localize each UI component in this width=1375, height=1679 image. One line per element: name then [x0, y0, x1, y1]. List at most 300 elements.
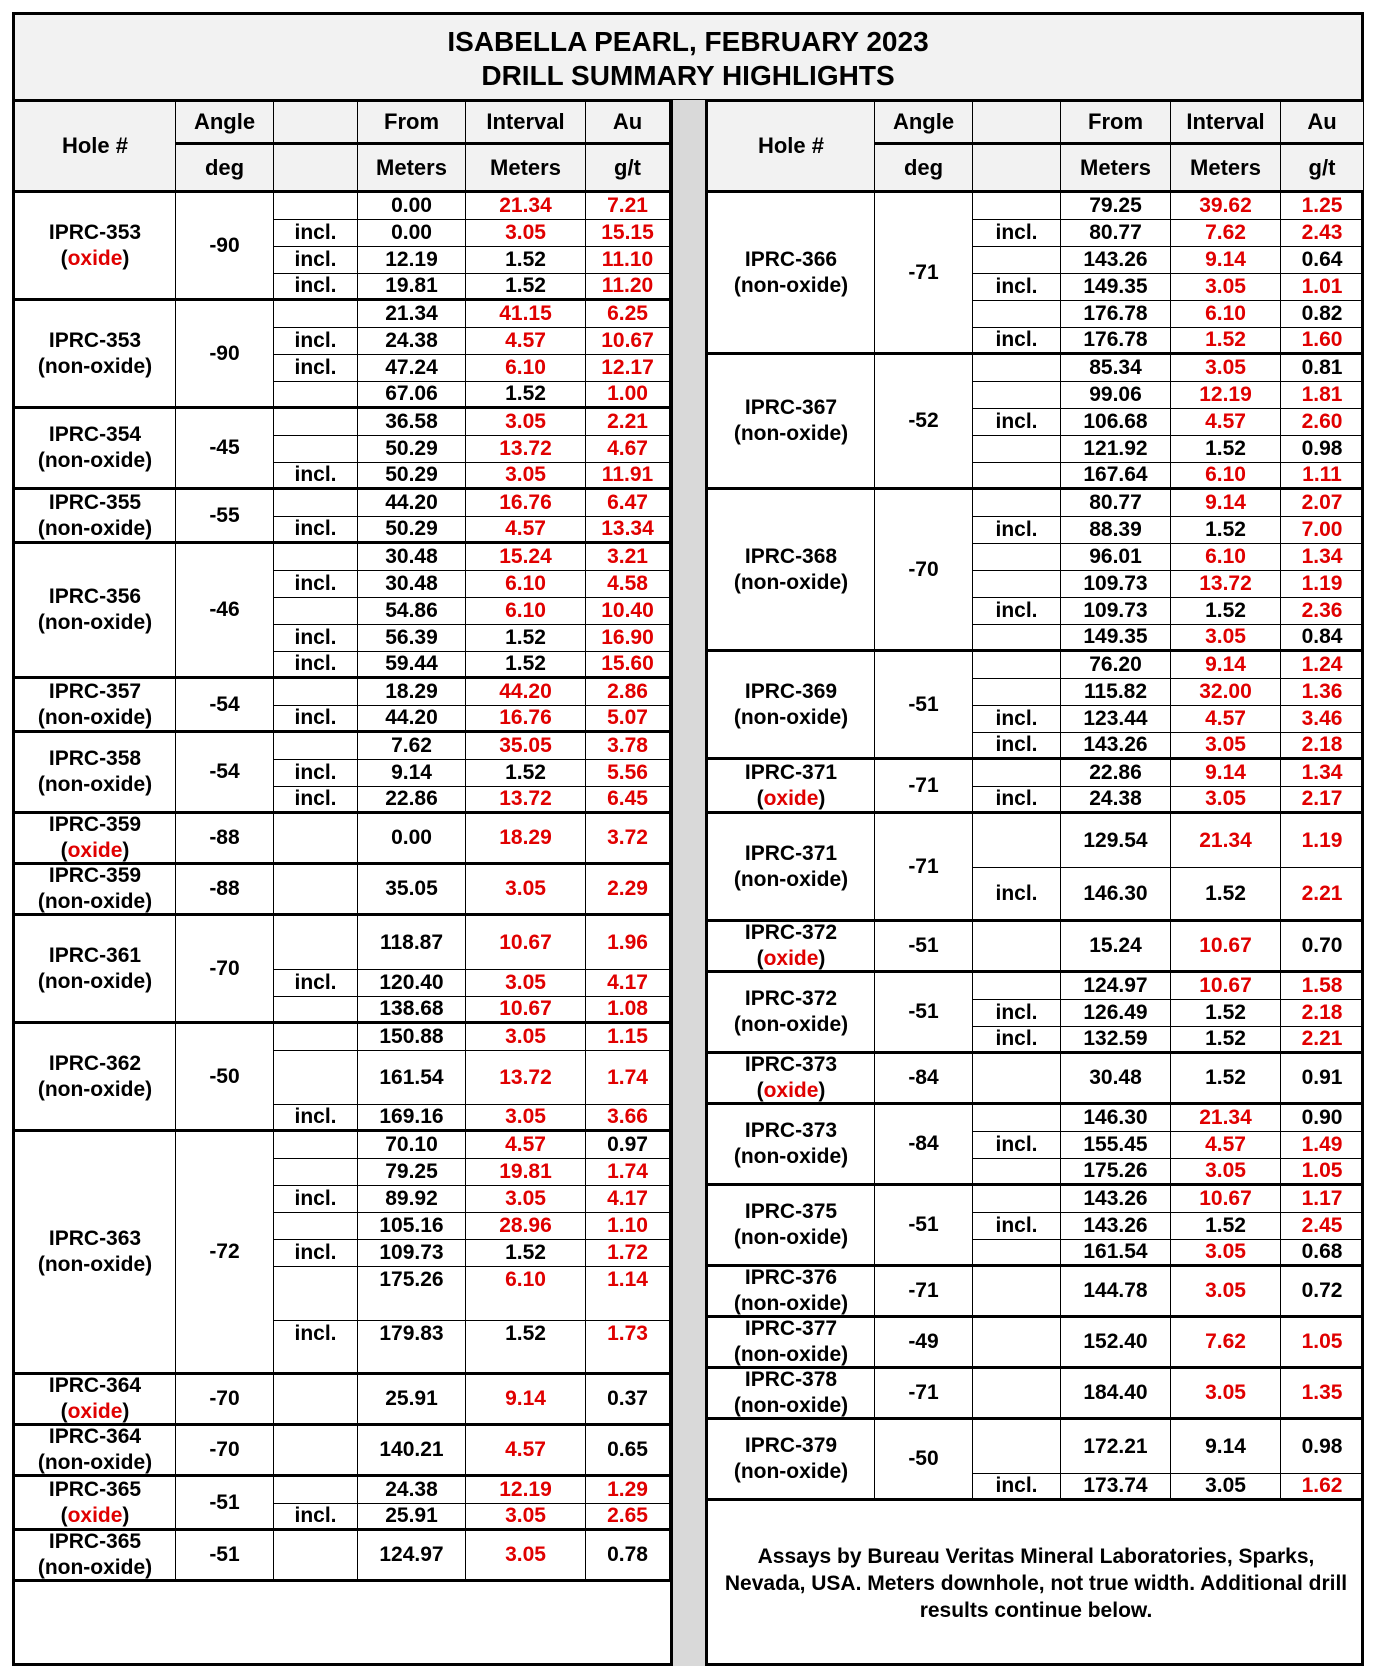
- title-line-1: ISABELLA PEARL, FEBRUARY 2023: [447, 26, 929, 57]
- mineralization-type: non-oxide: [740, 1292, 842, 1315]
- incl-cell: [973, 382, 1061, 409]
- interval-cell: 3.05: [466, 970, 586, 997]
- interval-cell: 1.52: [466, 760, 586, 787]
- hole-id: IPRC-353: [48, 220, 142, 244]
- au-cell: 11.91: [586, 463, 670, 490]
- angle-cell: -71: [875, 1267, 973, 1318]
- angle-cell: -51: [176, 1477, 274, 1531]
- from-cell: 175.26: [1061, 1159, 1171, 1186]
- au-cell: 12.17: [586, 355, 670, 382]
- au-cell: 5.56: [586, 760, 670, 787]
- from-cell: 161.54: [358, 1051, 466, 1105]
- au-cell: 1.36: [1281, 679, 1364, 706]
- au-cell: 1.74: [586, 1051, 670, 1105]
- incl-cell: incl.: [274, 355, 358, 382]
- incl-cell: [274, 997, 358, 1024]
- mineralization-type: non-oxide: [740, 1226, 842, 1249]
- from-cell: 30.48: [1061, 1054, 1171, 1105]
- hole-id-cell: [15, 490, 176, 544]
- interval-cell: 4.57: [1171, 409, 1281, 436]
- interval-cell: 32.00: [1171, 679, 1281, 706]
- header-hole: Hole #: [15, 102, 176, 193]
- interval-cell: 15.24: [466, 544, 586, 571]
- from-cell: 88.39: [1061, 517, 1171, 544]
- au-cell: 1.14: [586, 1267, 670, 1321]
- au-cell: 0.97: [586, 1132, 670, 1159]
- interval-cell: 10.67: [1171, 922, 1281, 973]
- interval-cell: 1.52: [1171, 1027, 1281, 1054]
- from-cell: 109.73: [358, 1240, 466, 1267]
- mineralization-type: non-oxide: [740, 1343, 842, 1366]
- incl-cell: [274, 193, 358, 220]
- au-cell: 1.49: [1281, 1132, 1364, 1159]
- mineralization-type: non-oxide: [740, 1460, 842, 1483]
- interval-cell: 6.10: [466, 571, 586, 598]
- hole-type: (non-oxide): [37, 705, 153, 729]
- incl-cell: incl.: [973, 868, 1061, 922]
- au-cell: 2.17: [1281, 787, 1364, 814]
- au-cell: 13.34: [586, 517, 670, 544]
- header-au-unit: g/t: [1281, 145, 1364, 193]
- angle-cell: -71: [875, 814, 973, 922]
- hole-type: (non-oxide): [37, 1077, 153, 1101]
- from-cell: 161.54: [1061, 1240, 1171, 1267]
- from-cell: 67.06: [358, 382, 466, 409]
- from-cell: 0.00: [358, 220, 466, 247]
- interval-cell: 3.05: [1171, 1159, 1281, 1186]
- interval-cell: 19.81: [466, 1159, 586, 1186]
- au-cell: 15.15: [586, 220, 670, 247]
- interval-cell: 10.67: [466, 997, 586, 1024]
- from-cell: 143.26: [1061, 247, 1171, 274]
- hole-id: IPRC-354: [48, 423, 142, 446]
- au-cell: 1.08: [586, 997, 670, 1024]
- au-cell: 1.96: [586, 916, 670, 970]
- from-cell: 80.77: [1061, 220, 1171, 247]
- angle-cell: -84: [875, 1054, 973, 1105]
- from-cell: 126.49: [1061, 1000, 1171, 1027]
- hole-id-cell: [708, 1318, 875, 1369]
- mineralization-type: non-oxide: [44, 969, 146, 993]
- au-cell: 1.17: [1281, 1186, 1364, 1213]
- hole-id: IPRC-365: [48, 1531, 142, 1553]
- hole-id-cell: [15, 1375, 176, 1426]
- angle-cell: -88: [176, 814, 274, 865]
- header-interval: Interval: [466, 102, 586, 145]
- incl-cell: incl.: [973, 1132, 1061, 1159]
- incl-cell: [274, 1159, 358, 1186]
- interval-cell: 35.05: [466, 733, 586, 760]
- hole-id-cell: [708, 1105, 875, 1186]
- hole-type: (non-oxide): [37, 449, 153, 472]
- au-cell: 0.64: [1281, 247, 1364, 274]
- au-cell: 1.34: [1281, 760, 1364, 787]
- interval-cell: 12.19: [466, 1477, 586, 1504]
- from-cell: 19.81: [358, 274, 466, 301]
- incl-cell: [973, 544, 1061, 571]
- hole-id: IPRC-363: [48, 1227, 142, 1250]
- from-cell: 24.38: [1061, 787, 1171, 814]
- header-interval-unit: Meters: [1171, 145, 1281, 193]
- incl-cell: incl.: [274, 463, 358, 490]
- title-line-2: DRILL SUMMARY HIGHLIGHTS: [481, 60, 895, 91]
- from-cell: 179.83: [358, 1321, 466, 1375]
- interval-cell: 6.10: [1171, 301, 1281, 328]
- au-cell: 10.40: [586, 598, 670, 625]
- hole-type: (non-oxide): [37, 1556, 153, 1579]
- hole-id-cell: [708, 1186, 875, 1267]
- hole-type: (non-oxide): [733, 273, 849, 297]
- hole-id-cell: [15, 544, 176, 679]
- incl-cell: incl.: [274, 1321, 358, 1375]
- incl-cell: incl.: [973, 517, 1061, 544]
- mineralization-type: oxide: [763, 947, 819, 970]
- interval-cell: 41.15: [466, 301, 586, 328]
- incl-cell: incl.: [973, 598, 1061, 625]
- au-cell: 2.07: [1281, 490, 1364, 517]
- from-cell: 56.39: [358, 625, 466, 652]
- interval-cell: 10.67: [1171, 973, 1281, 1000]
- incl-cell: [973, 490, 1061, 517]
- interval-cell: 1.52: [1171, 868, 1281, 922]
- incl-cell: incl.: [274, 787, 358, 814]
- header-from: From: [358, 102, 466, 145]
- interval-cell: 3.05: [1171, 1267, 1281, 1318]
- interval-cell: 3.05: [1171, 625, 1281, 652]
- incl-cell: [274, 490, 358, 517]
- from-cell: 115.82: [1061, 679, 1171, 706]
- au-cell: 2.36: [1281, 598, 1364, 625]
- hole-id-cell: [15, 814, 176, 865]
- interval-cell: 1.52: [1171, 436, 1281, 463]
- incl-cell: incl.: [973, 1027, 1061, 1054]
- hole-type: (non-oxide): [37, 354, 153, 378]
- hole-id-cell: [15, 193, 176, 301]
- incl-cell: incl.: [274, 1504, 358, 1531]
- au-cell: 6.25: [586, 301, 670, 328]
- hole-id-cell: [15, 865, 176, 916]
- au-cell: 0.65: [586, 1426, 670, 1477]
- hole-type: (non-oxide): [733, 867, 849, 891]
- au-cell: 1.19: [1281, 571, 1364, 598]
- from-cell: 143.26: [1061, 1186, 1171, 1213]
- au-cell: 11.20: [586, 274, 670, 301]
- hole-id-cell: [708, 1420, 875, 1501]
- column-separator: [670, 100, 708, 1666]
- incl-cell: [973, 922, 1061, 973]
- au-cell: 15.60: [586, 652, 670, 679]
- hole-id-cell: [15, 733, 176, 814]
- hole-type: (non-oxide): [733, 1226, 849, 1249]
- mineralization-type: non-oxide: [44, 1451, 146, 1474]
- hole-type: (non-oxide): [733, 1013, 849, 1036]
- hole-type: (non-oxide): [733, 422, 849, 445]
- from-cell: 124.97: [358, 1531, 466, 1582]
- hole-type: (oxide): [756, 947, 826, 970]
- interval-cell: 1.52: [466, 247, 586, 274]
- au-cell: 0.72: [1281, 1267, 1364, 1318]
- from-cell: 106.68: [1061, 409, 1171, 436]
- hole-id: IPRC-359: [48, 865, 142, 887]
- interval-cell: 3.05: [1171, 1240, 1281, 1267]
- angle-cell: -45: [176, 409, 274, 490]
- au-cell: 1.24: [1281, 652, 1364, 679]
- header-from: From: [1061, 102, 1171, 145]
- interval-cell: 9.14: [1171, 760, 1281, 787]
- interval-cell: 3.05: [1171, 1369, 1281, 1420]
- from-cell: 36.58: [358, 409, 466, 436]
- interval-cell: 16.76: [466, 706, 586, 733]
- incl-cell: incl.: [973, 328, 1061, 355]
- incl-cell: [973, 463, 1061, 490]
- header-au-unit: g/t: [586, 145, 670, 193]
- header-interval: Interval: [1171, 102, 1281, 145]
- hole-id: IPRC-364: [48, 1375, 142, 1397]
- hole-id-cell: [15, 409, 176, 490]
- interval-cell: 3.05: [466, 865, 586, 916]
- interval-cell: 1.52: [1171, 1054, 1281, 1105]
- from-cell: 176.78: [1061, 328, 1171, 355]
- au-cell: 1.10: [586, 1213, 670, 1240]
- hole-type: (non-oxide): [37, 516, 153, 540]
- au-cell: 0.98: [1281, 1420, 1364, 1474]
- incl-cell: incl.: [274, 760, 358, 787]
- interval-cell: 4.57: [1171, 1132, 1281, 1159]
- angle-cell: -72: [176, 1132, 274, 1375]
- mineralization-type: non-oxide: [44, 449, 146, 472]
- hole-id: IPRC-362: [48, 1051, 142, 1075]
- hole-id: IPRC-372: [744, 922, 838, 944]
- from-cell: 123.44: [1061, 706, 1171, 733]
- incl-cell: incl.: [274, 247, 358, 274]
- interval-cell: 6.10: [466, 598, 586, 625]
- angle-cell: -70: [875, 490, 973, 652]
- from-cell: 24.38: [358, 1477, 466, 1504]
- interval-cell: 13.72: [466, 787, 586, 814]
- angle-cell: -51: [176, 1531, 274, 1582]
- angle-cell: -50: [176, 1024, 274, 1132]
- au-cell: 1.05: [1281, 1318, 1364, 1369]
- from-cell: 0.00: [358, 193, 466, 220]
- au-cell: 3.46: [1281, 706, 1364, 733]
- incl-cell: [973, 1267, 1061, 1318]
- interval-cell: 6.10: [466, 1267, 586, 1321]
- hole-id-cell: [708, 355, 875, 490]
- mineralization-type: non-oxide: [740, 1394, 842, 1417]
- incl-cell: [973, 1054, 1061, 1105]
- mineralization-type: non-oxide: [740, 705, 842, 729]
- incl-cell: incl.: [973, 733, 1061, 760]
- hole-id: IPRC-377: [744, 1318, 838, 1340]
- from-cell: 173.74: [1061, 1474, 1171, 1501]
- au-cell: 1.05: [1281, 1159, 1364, 1186]
- interval-cell: 12.19: [1171, 382, 1281, 409]
- hole-id: IPRC-371: [744, 760, 838, 784]
- angle-cell: -70: [176, 916, 274, 1024]
- hole-type: (non-oxide): [37, 890, 153, 913]
- au-cell: 2.21: [1281, 868, 1364, 922]
- interval-cell: 3.05: [466, 220, 586, 247]
- hole-type: (non-oxide): [733, 1292, 849, 1315]
- interval-cell: 1.52: [466, 382, 586, 409]
- from-cell: 24.38: [358, 328, 466, 355]
- from-cell: 150.88: [358, 1024, 466, 1051]
- footnote: Assays by Bureau Veritas Mineral Laboratories, Sparks, Nevada, USA. Meters downhole, not true width. Additional drill results continue below.: [724, 1545, 1348, 1622]
- hole-type: (oxide): [756, 786, 826, 810]
- from-cell: 70.10: [358, 1132, 466, 1159]
- hole-id: IPRC-375: [744, 1200, 838, 1223]
- interval-cell: 1.52: [1171, 1000, 1281, 1027]
- interval-cell: 9.14: [1171, 652, 1281, 679]
- au-cell: 11.10: [586, 247, 670, 274]
- mineralization-type: non-oxide: [44, 1077, 146, 1101]
- from-cell: 184.40: [1061, 1369, 1171, 1420]
- interval-cell: 7.62: [1171, 1318, 1281, 1369]
- interval-cell: 3.05: [466, 463, 586, 490]
- mineralization-type: oxide: [763, 1079, 819, 1102]
- mineralization-type: non-oxide: [44, 1253, 146, 1276]
- incl-cell: [274, 679, 358, 706]
- hole-type: (non-oxide): [37, 611, 153, 634]
- incl-cell: [973, 1420, 1061, 1474]
- interval-cell: 1.52: [1171, 1213, 1281, 1240]
- incl-cell: incl.: [274, 970, 358, 997]
- incl-cell: [973, 436, 1061, 463]
- from-cell: 118.87: [358, 916, 466, 970]
- au-cell: 1.15: [586, 1024, 670, 1051]
- from-cell: 143.26: [1061, 733, 1171, 760]
- incl-cell: [274, 1051, 358, 1105]
- incl-cell: [274, 436, 358, 463]
- incl-cell: incl.: [973, 706, 1061, 733]
- hole-type: (oxide): [60, 839, 130, 862]
- interval-cell: 3.05: [466, 1186, 586, 1213]
- au-cell: 0.37: [586, 1375, 670, 1426]
- incl-cell: [274, 1531, 358, 1582]
- interval-cell: 1.52: [466, 1240, 586, 1267]
- hole-id-cell: [15, 301, 176, 409]
- interval-cell: 3.05: [1171, 355, 1281, 382]
- hole-id: IPRC-366: [744, 247, 838, 271]
- interval-cell: 1.52: [1171, 517, 1281, 544]
- interval-cell: 3.05: [466, 1504, 586, 1531]
- au-cell: 0.81: [1281, 355, 1364, 382]
- incl-cell: [973, 652, 1061, 679]
- interval-cell: 13.72: [1171, 571, 1281, 598]
- hole-id-cell: [15, 1024, 176, 1132]
- from-cell: 22.86: [358, 787, 466, 814]
- incl-cell: [973, 760, 1061, 787]
- hole-type: (non-oxide): [733, 570, 849, 594]
- au-cell: 1.19: [1281, 814, 1364, 868]
- incl-cell: incl.: [973, 274, 1061, 301]
- from-cell: 146.30: [1061, 868, 1171, 922]
- au-cell: 4.67: [586, 436, 670, 463]
- hole-type: (non-oxide): [37, 1451, 153, 1474]
- hole-id: IPRC-373: [744, 1119, 838, 1142]
- from-cell: 172.21: [1061, 1420, 1171, 1474]
- interval-cell: 10.67: [466, 916, 586, 970]
- hole-type: (oxide): [60, 1400, 130, 1423]
- from-cell: 44.20: [358, 706, 466, 733]
- interval-cell: 4.57: [1171, 706, 1281, 733]
- incl-cell: incl.: [973, 787, 1061, 814]
- angle-cell: -49: [875, 1318, 973, 1369]
- angle-cell: -90: [176, 301, 274, 409]
- au-cell: 4.17: [586, 1186, 670, 1213]
- interval-cell: 3.05: [1171, 733, 1281, 760]
- from-cell: 25.91: [358, 1375, 466, 1426]
- hole-id: IPRC-358: [48, 747, 142, 770]
- au-cell: 3.66: [586, 1105, 670, 1132]
- interval-cell: 3.05: [1171, 1474, 1281, 1501]
- au-cell: 3.21: [586, 544, 670, 571]
- au-cell: 3.72: [586, 814, 670, 865]
- au-cell: 1.62: [1281, 1474, 1364, 1501]
- hole-type: (non-oxide): [733, 1394, 849, 1417]
- au-cell: 0.70: [1281, 922, 1364, 973]
- au-cell: 0.90: [1281, 1105, 1364, 1132]
- from-cell: 76.20: [1061, 652, 1171, 679]
- hole-id: IPRC-367: [744, 396, 838, 419]
- incl-cell: [973, 1318, 1061, 1369]
- au-cell: 1.29: [586, 1477, 670, 1504]
- incl-cell: [973, 1369, 1061, 1420]
- incl-cell: incl.: [274, 706, 358, 733]
- from-cell: 169.16: [358, 1105, 466, 1132]
- incl-cell: [973, 355, 1061, 382]
- from-cell: 109.73: [1061, 598, 1171, 625]
- from-cell: 85.34: [1061, 355, 1171, 382]
- au-cell: 1.35: [1281, 1369, 1364, 1420]
- mineralization-type: oxide: [67, 839, 123, 862]
- header-angle: Angle: [875, 102, 973, 145]
- from-cell: 54.86: [358, 598, 466, 625]
- incl-cell: [274, 1024, 358, 1051]
- hole-id: IPRC-368: [744, 544, 838, 568]
- hole-id: IPRC-361: [48, 943, 142, 967]
- au-cell: 10.67: [586, 328, 670, 355]
- incl-cell: [973, 1159, 1061, 1186]
- from-cell: 146.30: [1061, 1105, 1171, 1132]
- incl-cell: [274, 1426, 358, 1477]
- angle-cell: -55: [176, 490, 274, 544]
- mineralization-type: non-oxide: [44, 705, 146, 729]
- hole-type: (non-oxide): [733, 1343, 849, 1366]
- angle-cell: -50: [875, 1420, 973, 1501]
- from-cell: 80.77: [1061, 490, 1171, 517]
- from-cell: 44.20: [358, 490, 466, 517]
- from-cell: 25.91: [358, 1504, 466, 1531]
- interval-cell: 9.14: [466, 1375, 586, 1426]
- incl-cell: [274, 1213, 358, 1240]
- from-cell: 89.92: [358, 1186, 466, 1213]
- incl-cell: [274, 409, 358, 436]
- hole-id: IPRC-356: [48, 585, 142, 608]
- interval-cell: 6.10: [466, 355, 586, 382]
- mineralization-type: non-oxide: [740, 273, 842, 297]
- au-cell: 0.98: [1281, 436, 1364, 463]
- from-cell: 79.25: [358, 1159, 466, 1186]
- interval-cell: 3.05: [466, 1024, 586, 1051]
- from-cell: 15.24: [1061, 922, 1171, 973]
- hole-id-cell: [708, 193, 875, 355]
- au-cell: 0.84: [1281, 625, 1364, 652]
- hole-id: IPRC-379: [744, 1434, 838, 1457]
- from-cell: 140.21: [358, 1426, 466, 1477]
- from-cell: 18.29: [358, 679, 466, 706]
- incl-cell: [973, 1240, 1061, 1267]
